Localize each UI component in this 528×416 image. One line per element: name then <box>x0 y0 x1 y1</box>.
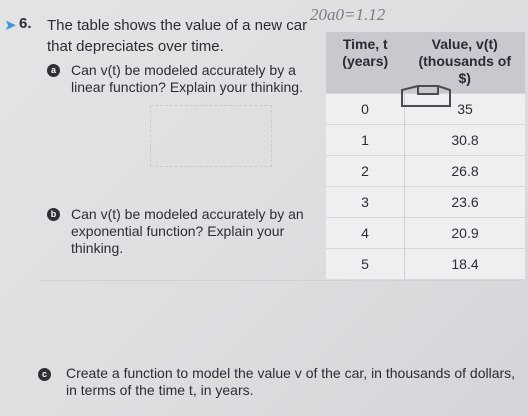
value-cell: 35 <box>405 94 526 125</box>
question-number: 6. <box>19 15 32 32</box>
table-row <box>326 187 525 218</box>
handwritten-equation: 20a0=1.12 <box>310 5 386 24</box>
pencil-box-sketch <box>398 80 458 110</box>
part-b <box>47 206 317 266</box>
time-cell: 4 <box>326 218 405 249</box>
time-cell: 2 <box>326 156 405 187</box>
question-stem: The table shows the value of a new car that depreciates over time. <box>47 17 308 55</box>
value-table <box>326 32 525 279</box>
value-cell: 20.9 <box>405 218 526 249</box>
time-cell: 3 <box>326 187 405 218</box>
table-row <box>326 249 525 280</box>
value-cell: 23.6 <box>405 187 526 218</box>
faded-line <box>40 280 520 281</box>
value-cell: 18.4 <box>405 249 526 280</box>
part-a-text: Can v(t) be modeled accurately by a linear function? Explain your thinking. <box>71 62 303 95</box>
time-cell: 0 <box>326 94 405 125</box>
table-row <box>326 125 525 156</box>
pencil-scribble <box>260 0 410 28</box>
faded-bleedthrough <box>150 105 272 167</box>
table-row <box>326 218 525 249</box>
header-time <box>326 32 405 94</box>
triangle-right-icon: ➤ <box>4 17 17 34</box>
table-row <box>326 156 525 187</box>
part-b-badge: b <box>47 208 60 221</box>
time-cell: 1 <box>326 125 405 156</box>
time-cell: 5 <box>326 249 405 280</box>
header-time-line1: Time, t <box>342 36 388 52</box>
part-c <box>36 365 516 405</box>
part-c-badge: c <box>38 368 51 381</box>
part-b-text: Can v(t) be modeled accurately by an exponential function? Explain your thinking. <box>71 206 304 256</box>
header-value-line1: Value, v(t) <box>431 36 498 52</box>
header-value-line2: (thousands of $) <box>418 53 512 86</box>
header-time-line2: (years) <box>342 53 389 69</box>
part-a-badge: a <box>47 64 60 77</box>
value-cell: 26.8 <box>405 156 526 187</box>
part-c-text: Create a function to model the value v of the car, in thousands of dollars, in terms of the time t, in years. <box>66 365 516 398</box>
value-cell: 30.8 <box>405 125 526 156</box>
part-a <box>47 62 317 102</box>
